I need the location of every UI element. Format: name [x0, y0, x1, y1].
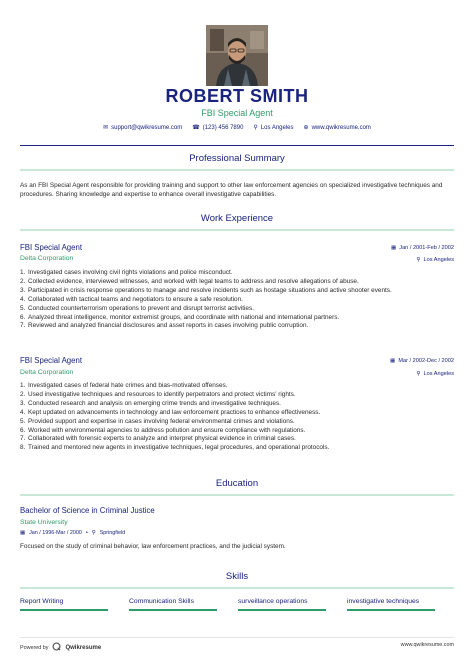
skill-item: [347, 598, 452, 611]
list-item: 4. Collaborated with tactical teams and negotiators to ensure a safe resolution.: [20, 295, 243, 303]
list-item: 5. Provided support and expertise in cases involving federal environmental crimes and violations.: [20, 417, 295, 425]
footer-website[interactable]: www.qwikresume.com: [400, 642, 454, 648]
education-location: Springfield: [99, 530, 126, 536]
job-dates: [391, 245, 454, 251]
job-dates: [390, 358, 454, 364]
job-dates-text: Mar / 2002-Dec / 2002: [398, 358, 454, 364]
section-title-skills: Skills: [225, 571, 249, 582]
skill-bar: [238, 609, 326, 611]
list-item: 7. Reviewed and analyzed financial disclosures and asset reports in cases involving public corruption.: [20, 322, 309, 330]
section-title-education: Education: [215, 478, 259, 489]
education-degree: Bachelor of Science in Criminal Justice: [20, 506, 155, 515]
education-description: Focused on the study of criminal behavior, law enforcement practices, and the judicial system.: [20, 543, 286, 550]
skill-bar: [347, 609, 435, 611]
job-bullets: [20, 269, 454, 331]
location-pin-icon: ⚲: [416, 257, 421, 263]
contact-email[interactable]: [103, 124, 182, 131]
job-title: FBI Special Agent: [20, 243, 82, 252]
skills-list: [20, 598, 454, 611]
skill-item: [20, 598, 125, 611]
qwikresume-logo-icon: [52, 642, 61, 653]
footer-divider: [20, 637, 454, 638]
calendar-icon: ▦: [20, 530, 26, 536]
calendar-icon: ▦: [390, 245, 397, 251]
contact-website-text: www.qwikresume.com: [311, 124, 371, 131]
skill-label: Communication Skills: [129, 598, 194, 605]
education-school: State University: [20, 519, 68, 526]
skill-label: Report Writing: [20, 598, 64, 605]
section-title-summary: Professional Summary: [189, 153, 285, 164]
phone-icon: ☎: [192, 125, 200, 131]
contact-location-text: Los Angeles: [260, 124, 294, 131]
location-pin-icon: ⚲: [416, 371, 421, 377]
contact-email-text: support@qwikresume.com: [111, 124, 183, 131]
list-item: 8. Trained and mentored new agents in investigative techniques, legal procedures, and operational protocols.: [20, 444, 330, 452]
calendar-icon: ▦: [390, 358, 396, 364]
globe-icon: ⊕: [303, 125, 309, 131]
footer-powered-by: [20, 642, 101, 653]
contact-phone[interactable]: [192, 124, 243, 131]
skill-item: [238, 598, 343, 611]
contact-phone-text: (123) 456 7890: [202, 124, 244, 131]
education-meta: [20, 530, 125, 536]
skill-bar: [20, 609, 108, 611]
contact-location: [253, 124, 293, 131]
list-item: 6. Analyzed threat intelligence, monitor extremist groups, and coordinate with national and international partners.: [20, 313, 340, 321]
skill-label: surveillance operations: [238, 598, 308, 605]
job-location: [416, 257, 454, 263]
list-item: 1. Investigated cases of federal hate crimes and bias-motivated offenses.: [20, 382, 228, 389]
contact-website[interactable]: [304, 124, 371, 131]
job-bullets: [20, 382, 454, 453]
job-location: [416, 371, 454, 377]
separator: •: [85, 530, 88, 536]
brand-name: Qwikresume: [65, 644, 102, 651]
skill-item: [129, 598, 234, 611]
section-underline: [20, 494, 454, 496]
list-item: 1. Investigated cases involving civil rights violations and police misconduct.: [20, 269, 233, 276]
skill-bar: [129, 609, 217, 611]
job-company: Delta Corporation: [20, 369, 74, 376]
list-item: 6. Worked with environmental agencies to address pollution and ensure compliance with regulations.: [20, 426, 306, 434]
section-divider: [20, 145, 454, 146]
section-underline: [20, 169, 454, 171]
job-company: Delta Corporation: [20, 255, 74, 262]
job-dates-text: Jan / 2001-Feb / 2002: [399, 245, 454, 251]
list-item: 3. Conducted research and analysis on emerging crime trends and investigative techniques.: [20, 399, 281, 407]
location-pin-icon: ⚲: [91, 530, 96, 536]
envelope-icon: ✉: [103, 125, 109, 131]
job-location-text: Los Angeles: [423, 257, 454, 263]
location-pin-icon: ⚲: [253, 125, 258, 131]
job-location-text: Los Angeles: [423, 371, 454, 377]
section-underline: [20, 587, 454, 589]
summary-text: As an FBI Special Agent responsible for providing training and support to other law enforcement agencies on specialized investigative techniques and procedures. Sharing knowledge and expertise to enhance overall investigative capabilities.: [20, 182, 443, 198]
list-item: 5. Conducted counterterrorism operations to prevent and disrupt terrorist activities.: [20, 304, 254, 312]
contact-bar: [0, 124, 474, 131]
section-underline: [20, 229, 454, 231]
list-item: 2. Used investigative techniques and resources to identify perpetrators and protect victims' rights.: [20, 390, 296, 398]
section-title-experience: Work Experience: [200, 213, 274, 224]
list-item: 3. Participated in crisis response operations to manage and resolve incidents such as hostage situations and active shooter events.: [20, 286, 392, 294]
candidate-role: FBI Special Agent: [201, 108, 273, 118]
list-item: 2. Collected evidence, interviewed witnesses, and worked with legal teams to address and resolve allegations of abuse.: [20, 277, 359, 285]
profile-photo: [206, 25, 268, 86]
candidate-name: ROBERT SMITH: [165, 86, 309, 106]
list-item: 7. Collaborated with forensic experts to analyze and interpret physical evidence in criminal cases.: [20, 435, 296, 443]
job-title: FBI Special Agent: [20, 356, 82, 365]
powered-by-label: Powered by: [20, 644, 49, 651]
list-item: 4. Kept updated on advancements in technology and law enforcement practices to enhance effectiveness.: [20, 408, 321, 416]
education-dates: Jan / 1996-Mar / 2000: [29, 530, 82, 536]
skill-label: investigative techniques: [347, 598, 420, 605]
